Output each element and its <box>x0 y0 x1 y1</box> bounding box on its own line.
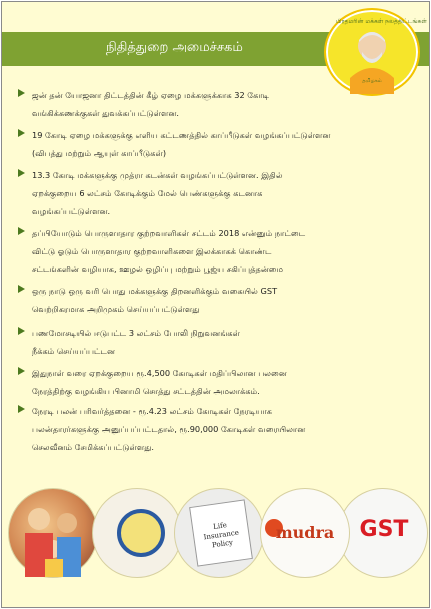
list-item-text: இதுநாள் வரை ஏறக்குறைய ரூ.4,500 கோடிகள் மதிப்பிலான பலனை நேரத்திற்கு வழங்கிய பினாமி சொத்து சட்டத்தின் அமலாக்கம். <box>32 368 287 396</box>
gst-photo <box>338 488 428 578</box>
list-item-text: தப்பியோடும் பொருளாதார குற்றவாளிகள் சட்டம் 2018 என்னும் நாட்டை விட்டு ஓடும் பொருளாதார குற்றவாளிகளை இலக்காகக் கொண்ட சட்டங்களின் வழியாக, ஊழல் ஒழிப்பு மற்றும் பூஜ்ய சகிப்புத்தன்மை <box>32 228 306 274</box>
logo-sub-text: தமிழகம் <box>362 78 382 84</box>
insurance-policy-doc: Life Insurance Policy <box>189 499 253 566</box>
list-item-text: 13.3 கோடி மக்களுக்கு முத்ரா கடன்கள் வழங்கப்பட்டுள்ளன. இதில் ஏறக்குறைய 6 லட்சம் கோடிக்கும் மேல் பெண்களுக்கு கடனாக வழங்கப்பட்டுள்ளன. <box>32 170 283 216</box>
mudra-photo <box>260 488 350 578</box>
list-item-text: ஜன் தன் யோஜனா திட்டத்தின் கீழ் ஏழை மக்களுக்காக 32 கோடி வங்கிக்கணக்குகள் துவக்கப்பட்டுள்ளன. <box>32 90 270 118</box>
emblem-photo <box>92 488 182 578</box>
poster <box>1 1 430 608</box>
list-item-text: ஒரு நாடு ஒரு வரி பொது மக்களுக்கு திறனளிக்கும் வகையில் GST வெற்றிகரமாக அறிமுகம் செய்யப்பட்டுள்ளது <box>32 286 278 314</box>
arrow-bullet-icon <box>18 405 25 413</box>
mudra-text: mudra <box>275 523 335 542</box>
list-item-text: 19 கோடி ஏழை மக்களுக்கு எளிய கட்டணத்தில் காப்பீடுகள் வழங்கப்பட்டுள்ளன (விபத்து மற்றும் ஆயுள் காப்பீடுகள்) <box>32 130 331 158</box>
list-item-text: பணமோசடியில் ஈடுபட்ட 3 லட்சம் போலி நிறுவனங்கள் நீக்கம் செய்யப்பட்டன <box>32 328 241 356</box>
scheme-photos <box>2 482 429 607</box>
arrow-bullet-icon <box>18 129 25 137</box>
family-photo <box>8 488 98 578</box>
seal-icon <box>117 509 165 557</box>
arrow-bullet-icon <box>18 227 25 235</box>
arrow-bullet-icon <box>18 89 25 97</box>
logo-arc-text: பிரதமரின் மக்கள் நலத்திட்டங்கள் <box>336 18 427 25</box>
arrow-bullet-icon <box>18 367 25 375</box>
arrow-bullet-icon <box>18 169 25 177</box>
gst-text: GST <box>359 517 409 542</box>
arrow-bullet-icon <box>18 327 25 335</box>
ministry-logo <box>324 8 427 96</box>
page-title: நிதித்துறை அமைச்சகம் <box>106 40 243 55</box>
arrow-bullet-icon <box>18 285 25 293</box>
list-item-text: நேரடி பலன் பரிவர்த்தனை - ரூ.4.23 லட்சம் கோடிகள் நேரடியாக பலன்தாரர்களுக்கு அனுப்பப்பட்டதால், ரூ.90,000 கோடிகள் வரையிலான செலவீனம் சேமிக்கப்பட்டுள்ளது. <box>32 406 306 452</box>
family-figures-icon <box>9 489 97 577</box>
insurance-photo <box>174 488 264 578</box>
